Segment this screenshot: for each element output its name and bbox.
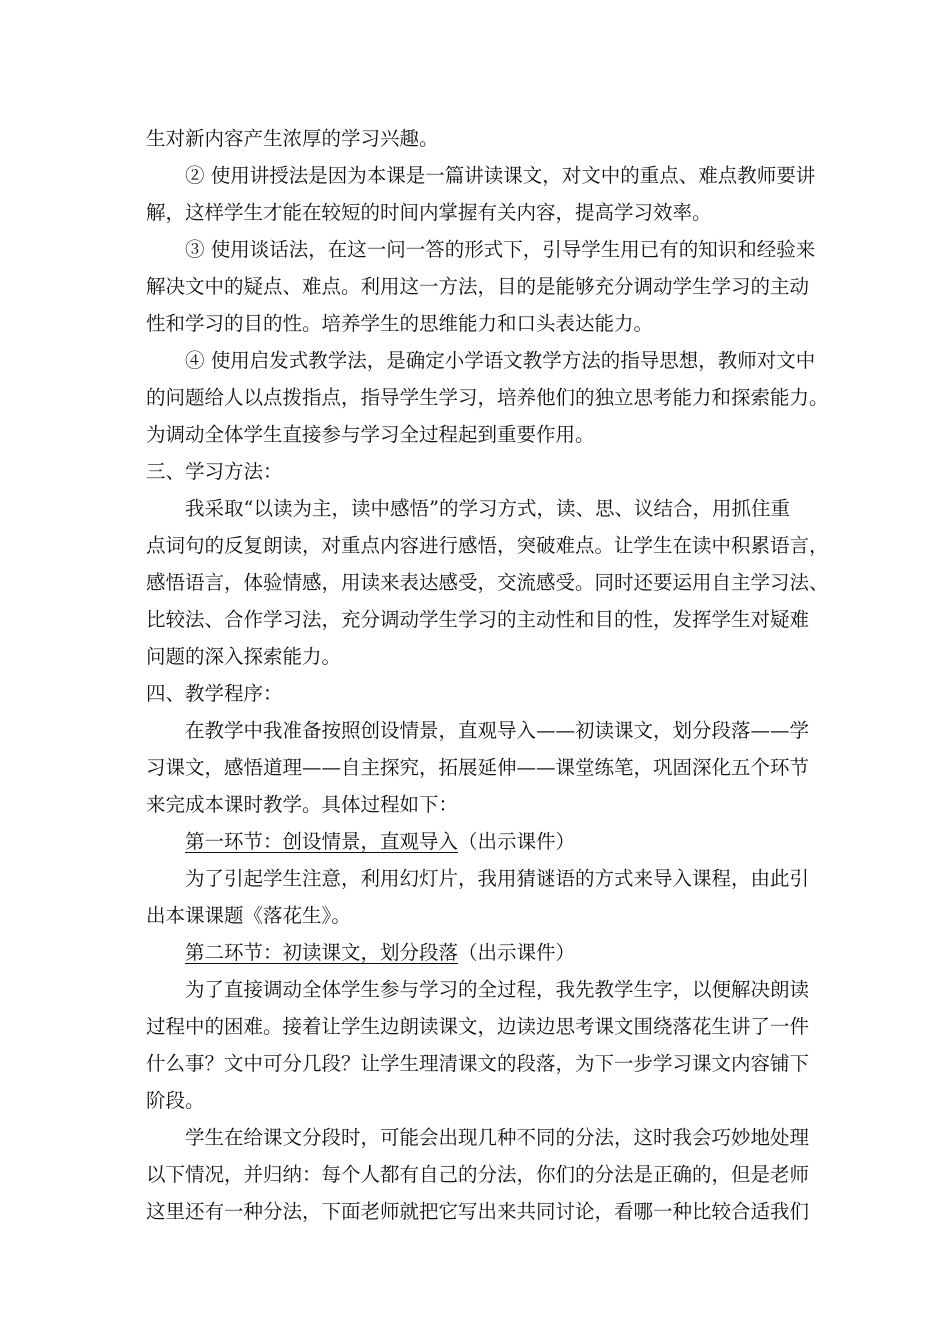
text-line: 习课文，感悟道理——自主探究，拓展延伸——课堂练笔，巩固深化五个环节 xyxy=(146,756,810,779)
step-heading xyxy=(146,934,806,971)
text-line: 在教学中我准备按照创设情景，直观导入——初读课文，划分段落——学 xyxy=(185,719,810,742)
text-line: 的问题给人以点拨指点，指导学生学习，培养他们的独立思考能力和探索能力。 xyxy=(146,386,829,409)
text-line: 以下情况，并归纳：每个人都有自己的分法，你们的分法是正确的，但是老师 xyxy=(146,1163,810,1186)
text-line: 为了直接调动全体学生参与学习的全过程，我先教学生字，以便解决朗读 xyxy=(185,978,810,1001)
text-line: 阶段。 xyxy=(146,1089,205,1112)
text-line: 这里还有一种分法，下面老师就把它写出来共同讨论，看哪一种比较合适我们 xyxy=(146,1200,810,1223)
text-line: 感悟语言，体验情感，用读来表达感受，交流感受。同时还要运用自主学习法、 xyxy=(146,571,829,594)
step-title: 第一环节：创设情景，直观导入 xyxy=(185,830,459,853)
text-line: 什么事？文中可分几段？让学生理清课文的段落，为下一步学习课文内容铺下 xyxy=(146,1052,810,1075)
text-line: 来完成本课时教学。具体过程如下： xyxy=(146,793,459,816)
text-line: 问题的深入探索能力。 xyxy=(146,645,342,668)
document-body xyxy=(146,120,829,1230)
text-line: ④ 使用启发式教学法，是确定小学语文教学方法的指导思想，教师对文中 xyxy=(185,349,816,372)
text-line: 性和学习的目的性。培养学生的思维能力和口头表达能力。 xyxy=(146,312,654,335)
text-line: 比较法、合作学习法，充分调动学生学习的主动性和目的性，发挥学生对疑难 xyxy=(146,608,810,631)
text-line: 解，这样学生才能在较短的时间内掌握有关内容，提高学习效率。 xyxy=(146,201,712,224)
text-line: 为调动全体学生直接参与学习全过程起到重要作用。 xyxy=(146,423,595,446)
text-line: 过程中的困难。接着让学生边朗读课文，边读边思考课文围绕落花生讲了一件 xyxy=(146,1015,810,1038)
text-line: 生对新内容产生浓厚的学习兴趣。 xyxy=(146,127,439,150)
section-heading: 三、学习方法： xyxy=(146,460,283,483)
text-line: 点词句的反复朗读，对重点内容进行感悟，突破难点。让学生在读中积累语言， xyxy=(146,534,829,557)
text-line: ② 使用讲授法是因为本课是一篇讲读课文，对文中的重点、难点教师要讲 xyxy=(185,164,816,187)
step-title: 第二环节：初读课文，划分段落 xyxy=(185,941,459,964)
text-line: 为了引起学生注意，利用幻灯片，我用猜谜语的方式来导入课程，由此引 xyxy=(185,867,810,890)
text-line: 我采取“以读为主，读中感悟”的学习方式，读、思、议结合，用抓住重 xyxy=(185,497,790,520)
text-line: 出本课课题《落花生》。 xyxy=(146,904,351,927)
section-heading: 四、教学程序： xyxy=(146,682,283,705)
text-line: 解决文中的疑点、难点。利用这一方法，目的是能够充分调动学生学习的主动 xyxy=(146,275,810,298)
text-line: ③ 使用谈话法，在这一问一答的形式下，引导学生用已有的知识和经验来 xyxy=(185,238,816,261)
step-heading xyxy=(146,823,806,860)
text-line: 学生在给课文分段时，可能会出现几种不同的分法，这时我会巧妙地处理 xyxy=(185,1126,810,1149)
step-note: （出示课件） xyxy=(458,830,576,853)
step-note: （出示课件） xyxy=(458,941,576,964)
